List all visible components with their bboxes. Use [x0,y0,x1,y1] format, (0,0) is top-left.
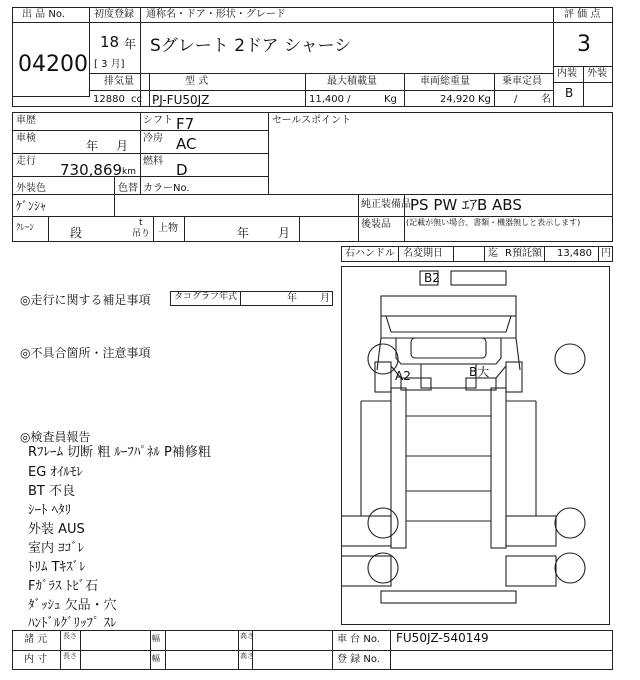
r-reading-value: 13,480 [557,248,592,259]
damage-mark-b-large: B大 [469,365,490,379]
equipment-label: 純正装備品 [361,199,411,210]
crane-stage: 段 [70,226,83,240]
first-reg-year: 18 [100,33,120,51]
r-reading-label: R預託額 [505,248,542,259]
shift-label: シフト [143,115,173,126]
interior-grade-value: B [565,86,574,100]
fuel-value: D [176,161,188,179]
steering: 右ハンドル [345,248,395,259]
body-month: 月 [278,226,291,240]
first-reg-month: [ 3 月] [94,59,125,70]
chassis-no-label: 車 台 No. [337,634,380,645]
grade-value: 3 [577,32,591,57]
vehicle-diagram [341,266,610,625]
aftermarket-label: 後装品 [361,219,391,230]
r-unit: 円 [601,248,611,259]
inspector-line: ﾊﾝﾄﾞﾙｸﾞﾘｯﾌﾟ ｽﾚ [28,616,117,631]
driving-notes-label: ◎走行に関する補足事項 [20,293,151,307]
mileage-value: 730,869 [60,161,123,179]
displacement-label: 排気量 [104,76,134,87]
model-desc: Sグレート 2ドア シャーシ [150,36,352,56]
inspector-line: EG ｵｲﾙﾓﾚ [28,465,83,480]
inspector-line: Rﾌﾚｰﾑ 切断 粗 ﾙｰﾌﾊﾟﾈﾙ P補修粗 [28,445,211,460]
shift-value: F7 [176,115,195,133]
body-label: 上物 [158,223,178,234]
inspection-month-unit: 月 [116,139,129,153]
gross-weight-value: 24,920 [440,94,475,105]
defects-label: ◎不具合箇所・注意事項 [20,346,151,360]
model-code-label: 型 式 [185,76,209,87]
mileage-unit: km [122,167,136,177]
crane-hook: 吊り [132,229,151,239]
inspection-label: 車検 [16,133,36,144]
color-no-label: カラーNo. [143,183,190,194]
inspector-line: BT 不良 [28,484,75,499]
inspector-line: ﾀﾞｯｼｭ 欠品・穴 [28,598,117,613]
grade-label: 評 価 点 [564,9,601,20]
dims-length-label: 長さ [63,632,77,640]
dims-width-label: 幅 [152,634,160,643]
fuel-label: 燃料 [143,156,163,167]
capacity-unit: 名 [541,94,551,105]
displacement-value: 12880 [93,94,125,105]
inspector-line: 外装 AUS [28,522,85,537]
inspector-line: ﾄﾘﾑ Tｷｽﾞﾚ [28,560,86,575]
body-year: 年 [237,226,250,240]
sales-point-label: セールスポイント [272,115,352,126]
exterior-color-label: 外装色 [16,183,46,194]
color-code-label: 色替 [118,183,138,194]
lot-no-label: 出 品 No. [22,9,65,20]
damage-mark-a2: A2 [395,369,411,383]
ac-label: 冷房 [143,133,163,144]
interior-height-label: 高さ [240,652,254,660]
title-change-label: 名変期日 [403,248,443,259]
gross-weight-unit: Kg [478,94,491,105]
interior-length-label: 長さ [63,652,77,660]
capacity-value: / [514,94,518,105]
model-desc-label: 通称名・ドア・形状・グレード [146,9,286,20]
chassis-no: FU50JZ-540149 [396,631,489,645]
tacho-month: 月 [320,293,330,304]
equipment-value: PS PW ｴｱB ABS [410,196,522,214]
damage-mark-b2: B2 [424,271,440,285]
inspector-line: ｼｰﾄ ﾍﾀﾘ [28,503,72,518]
interior-width-label: 幅 [152,654,160,663]
tacho-label: タコグラフ年式 [174,292,238,302]
odometer-note: 迄 [488,248,498,259]
exterior-color-value: ｹﾞﾝｼｬ [16,199,47,213]
lot-no: 04200 [18,52,88,77]
interior-dims-label: 内 寸 [24,654,48,665]
max-load-unit: Kg [384,94,397,105]
crane-label: ｸﾚｰﾝ [16,223,35,233]
mileage-label: 走行 [16,156,36,167]
interior-grade-label: 内装 [557,68,577,79]
first-reg-label: 初度登録 [94,9,134,20]
ac-value: AC [176,135,197,153]
aftermarket-note: (記載が無い場合、書類・機器無しと表示します) [406,218,581,227]
max-load-value: 11,400 / [309,94,351,105]
tacho-year: 年 [287,293,297,304]
max-load-label: 最大積載量 [327,76,377,87]
dims-label: 諸 元 [24,634,48,645]
first-reg-year-unit: 年 [124,37,137,51]
dims-height-label: 高さ [240,632,254,640]
history-label: 車歴 [16,115,36,126]
capacity-label: 乗車定員 [502,76,542,87]
inspector-label: ◎検査員報告 [20,430,91,444]
registration-no-label: 登 録 No. [337,654,380,665]
model-code: PJ-FU50JZ [152,93,210,107]
truck-chassis-outline [341,266,610,625]
displacement-unit: cc [131,94,142,105]
inspector-line: Fｶﾞﾗｽ ﾄﾋﾞ石 [28,579,99,594]
inspector-line: 室内 ﾖｺﾞﾚ [28,541,85,556]
gross-weight-label: 車両総重量 [420,76,470,87]
exterior-grade-label: 外装 [587,68,607,79]
inspection-year-unit: 年 [86,139,99,153]
crane-tonnage-unit: t [139,218,143,228]
